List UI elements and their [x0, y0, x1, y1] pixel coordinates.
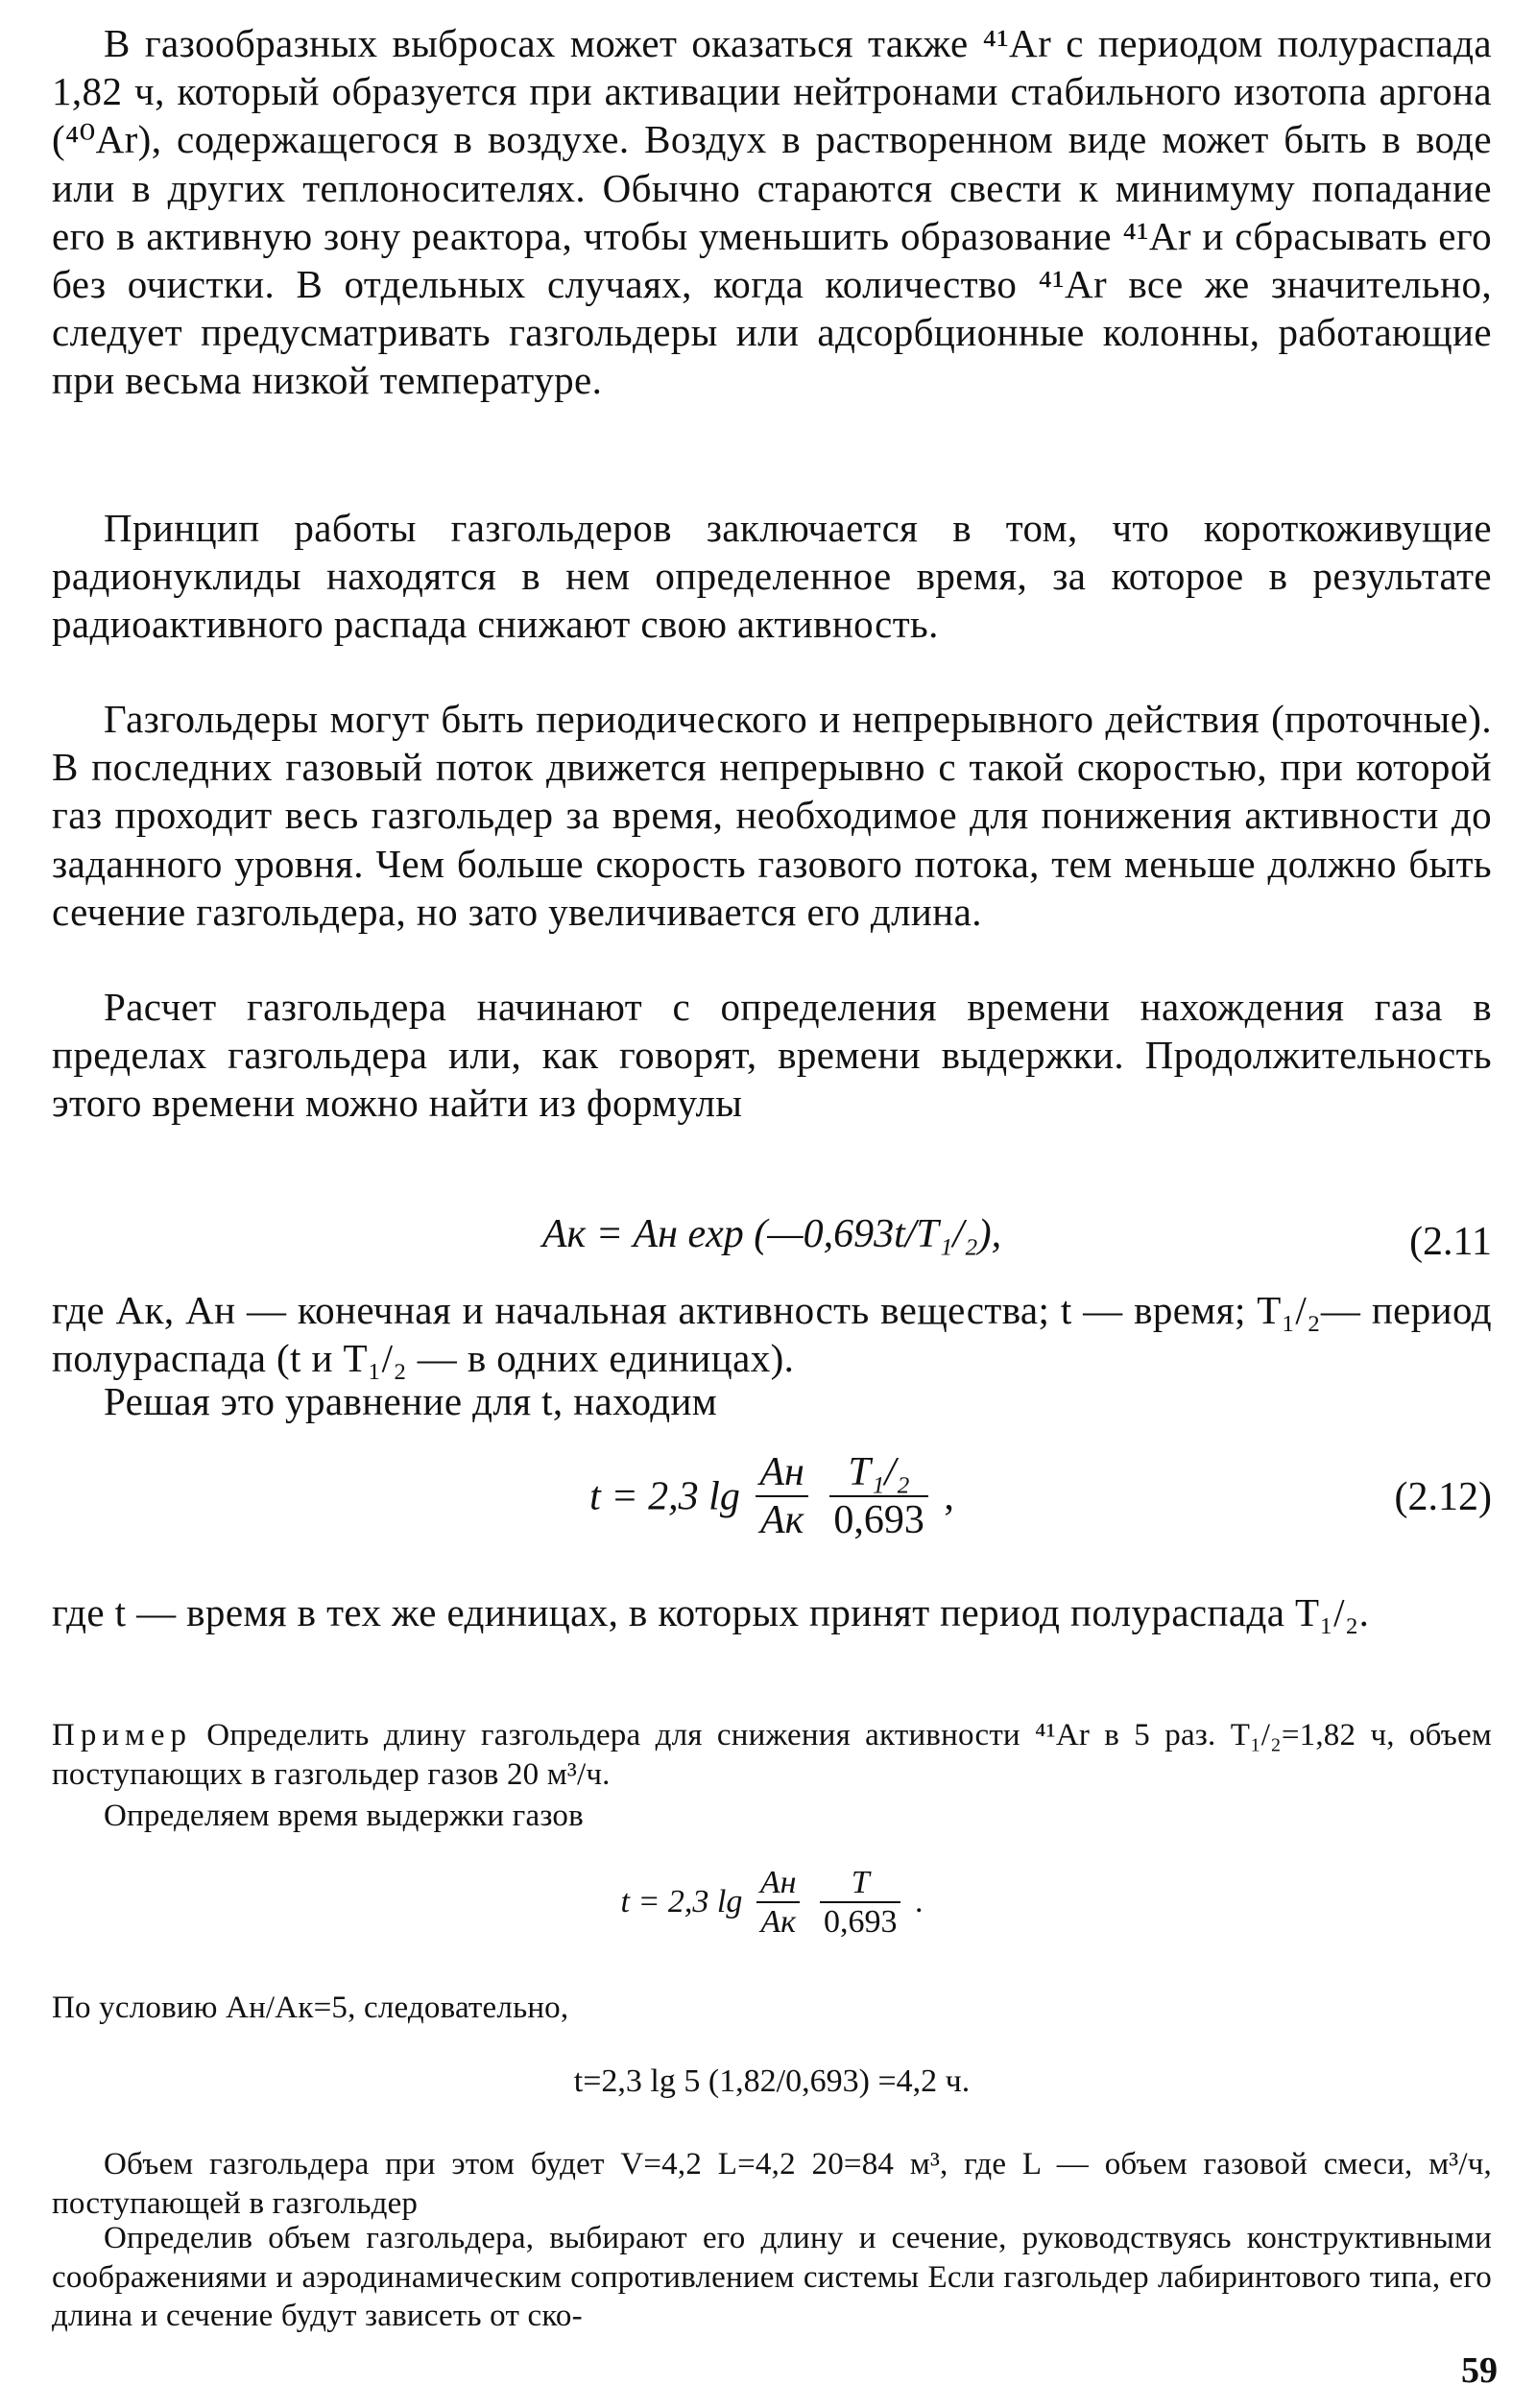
example-dimensions: Определив объем газгольдера, выбирают его длину и сечение, руководствуясь конструктивными соображениями и аэродинамическим сопротивлением системы Если газгольдер лабиринтового типа, его длина и сечение будут зависеть от ско-	[52, 2221, 1492, 2333]
fraction-half-life	[829, 1449, 928, 1544]
paragraph-gasholder-principle: Принцип работы газгольдеров заключается в том, что короткоживущие радионуклиды находятся в нем определенное время, за которое в результате радиоактивного распада снижают свою активность.	[52, 506, 1492, 647]
fraction-denominator: 0,693	[833, 1498, 924, 1543]
fraction-half-life	[820, 1864, 901, 1941]
example-step-time: Определяем время выдержки газов	[104, 1799, 584, 1833]
example-condition: По условию Aн/Aк=5, следовательно,	[52, 1991, 569, 2025]
fraction-denominator: 0,693	[823, 1904, 898, 1941]
equation-example-time	[52, 1864, 1492, 1960]
equation-tail: ,	[944, 1474, 954, 1519]
equation-example-result	[52, 2063, 1492, 2111]
equation-2-11	[52, 1211, 1492, 1288]
fraction-numerator: Aн	[756, 1449, 808, 1497]
fraction-denominator: Aк	[760, 1904, 796, 1941]
equation-2-12	[52, 1449, 1492, 1555]
fraction-denominator: Aк	[759, 1498, 804, 1543]
fraction-numerator: T	[820, 1864, 901, 1903]
example-block	[52, 1716, 1492, 1794]
equation-example-body	[52, 1864, 1492, 1941]
fraction-activity	[756, 1864, 801, 1941]
equation-lhs: t = 2,3 lg	[589, 1474, 740, 1519]
equation-2-12-body	[52, 1449, 1492, 1544]
example-volume: Объем газгольдера при этом будет V=4,2 L=4,2 20=84 м³, где L — объем газовой смеси, м³/ч, поступающей в газгольдер	[52, 2147, 1492, 2221]
paragraph-where-t: где t — время в тех же единицах, в которых принят период полураспада T₁/₂.	[52, 1590, 1370, 1634]
page-number: 59	[1461, 2350, 1498, 2391]
equation-number: (2.11	[1409, 1220, 1492, 1264]
fraction-numerator: T₁/₂	[829, 1449, 928, 1497]
equation-lhs: t = 2,3 lg	[620, 1884, 743, 1920]
paragraph-argon-emissions: В газообразных выбросах может оказаться также ⁴¹Аr с периодом полураспада 1,82 ч, который образуется при активации нейтронами стабильного изотопа аргона (⁴⁰Аr), содержащегося в воздухе. Воздух в растворенном виде может быть в воде или в других теплоносителях. Обычно стараются свести к минимуму попадание его в активную зону реактора, чтобы уменьшить образование ⁴¹Аr и сбрасывать его без очистки. В отдельных случаях, когда количество ⁴¹Аr все же значительно, следует предусматривать газгольдеры или адсорбционные колонны, работающие при весьма низкой температуре.	[52, 21, 1492, 403]
paragraph-calculation-intro: Расчет газгольдера начинают с определения времени нахождения газа в пределах газгольдера или, как говорят, времени выдержки. Продолжительность этого времени можно найти из формулы	[52, 985, 1492, 1126]
example-label: Пример	[52, 1718, 193, 1752]
equation-result-body: t=2,3 lg 5 (1,82/0,693) =4,2 ч.	[573, 2063, 971, 2099]
fraction-numerator: Aн	[756, 1864, 801, 1903]
equation-2-11-body: Aк = Aн exp (—0,693t/T₁/₂),	[541, 1212, 1002, 1256]
paragraph-solving: Решая это уравнение для t, находим	[104, 1379, 718, 1423]
equation-tail: .	[914, 1884, 924, 1920]
paragraph-gasholder-types: Газгольдеры могут быть периодического и непрерывного действия (проточные). В последних газовый поток движется непрерывно с такой скоростью, при которой газ проходит весь газгольдер за время, необходимое для понижения активности до заданного уровня. Чем больше скорость газового потока, тем меньше должно быть сечение газгольдера, но зато увеличивается его длина.	[52, 697, 1492, 934]
fraction-activity	[756, 1449, 808, 1544]
equation-number: (2.12)	[1394, 1475, 1492, 1519]
paragraph-where-definitions: где Aк, Aн — конечная и начальная активность вещества; t — время; T₁/₂— период полураспада (t и T₁/₂ — в одних единицах).	[52, 1288, 1492, 1381]
example-text: Определить длину газгольдера для снижения активности ⁴¹Ar в 5 раз. T₁/₂=1,82 ч, объем поступающих в газгольдер газов 20 м³/ч.	[52, 1718, 1492, 1792]
